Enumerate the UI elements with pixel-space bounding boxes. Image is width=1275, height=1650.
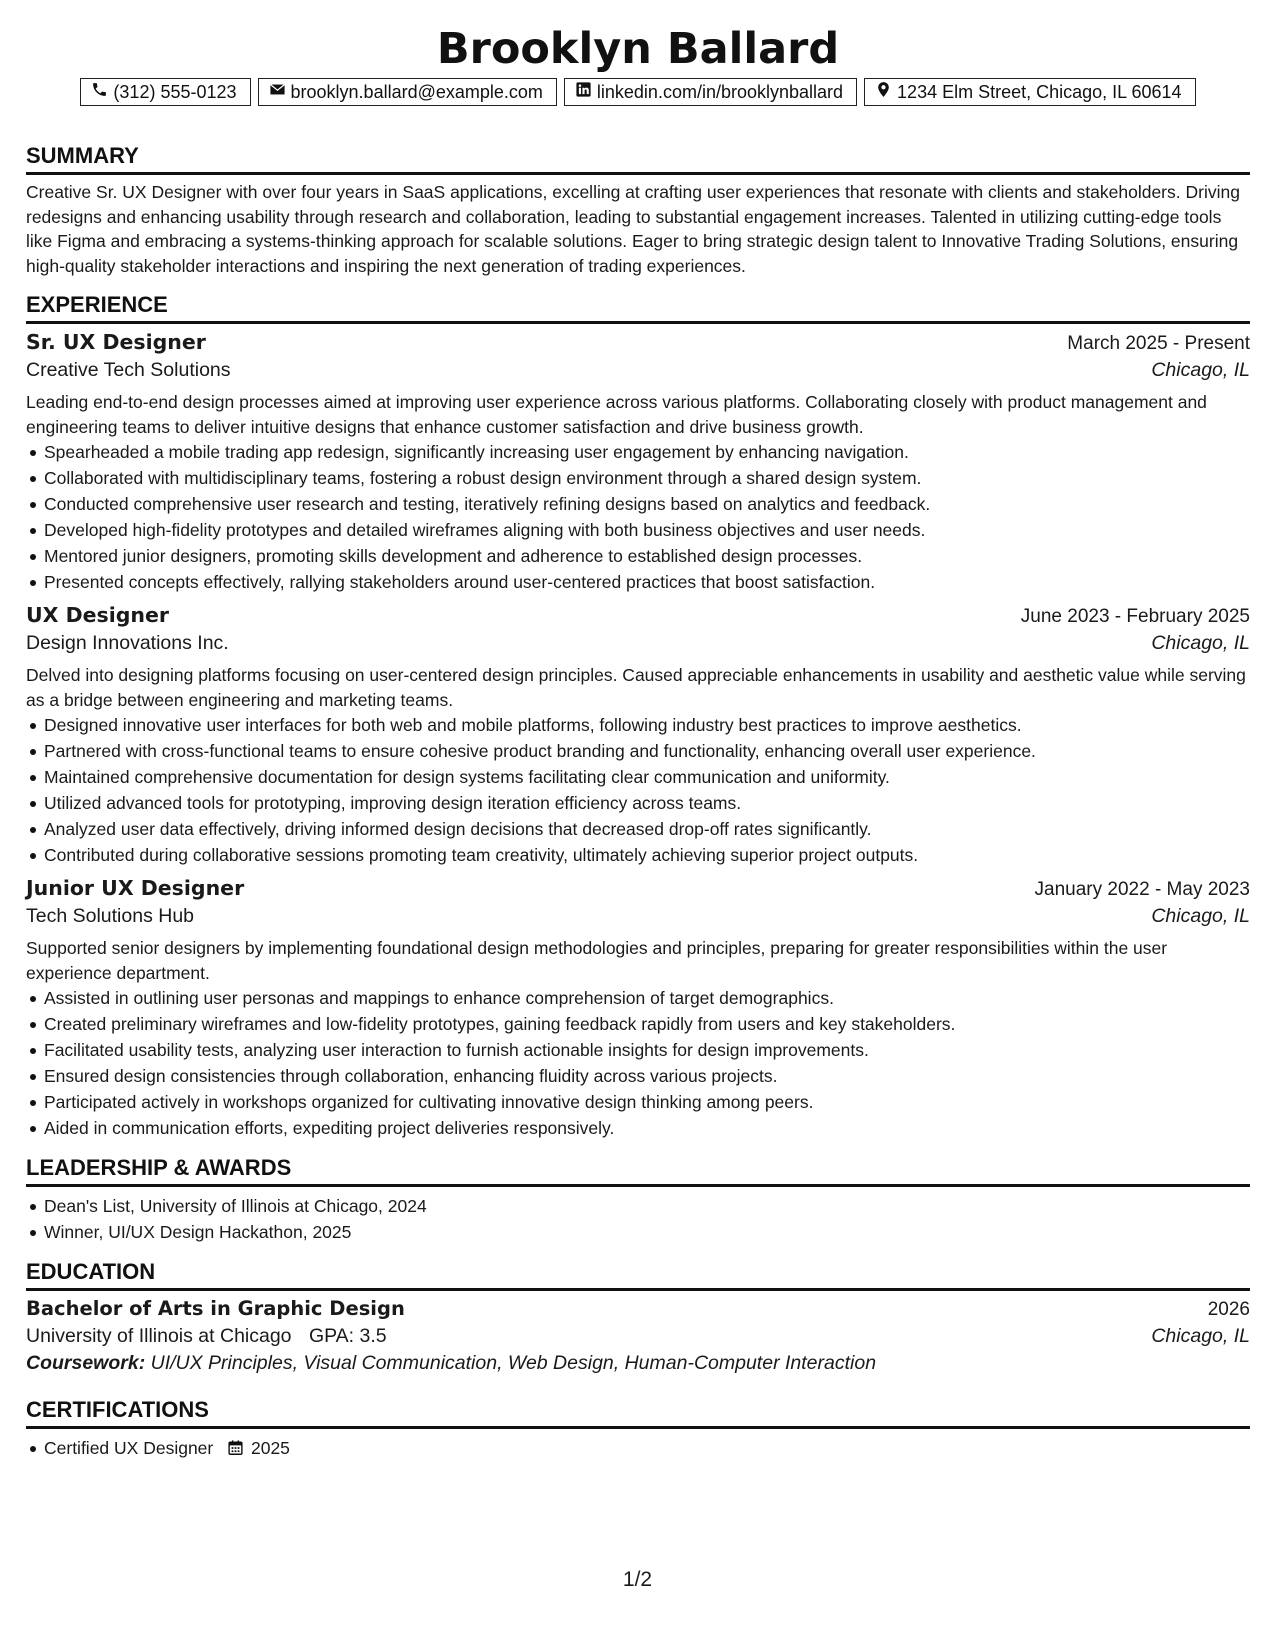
certification-name: Certified UX Designer [44,1438,214,1458]
list-item: Analyzed user data effectively, driving informed design decisions that decreased drop-off rates significantly. [44,816,1250,842]
education-section [26,1259,1250,1375]
contact-phone[interactable] [80,78,250,106]
experience-section [26,292,1250,1141]
job-bullets [26,439,1250,595]
school-name: University of Illinois at Chicago [26,1325,292,1347]
linkedin-text: linkedin.com/in/brooklynballard [596,81,844,102]
job-description: Supported senior designers by implementing foundational design methodologies and principles, preparing for greater responsibilities within the user experience department. [26,938,1168,983]
list-item: Ensured design consistencies through collaboration, enhancing fluidity across various projects. [44,1063,1250,1089]
coursework-list: UI/UX Principles, Visual Communication, Web Design, Human-Computer Interaction [150,1352,877,1374]
list-item [44,1435,1250,1463]
section-title-experience: EXPERIENCE [26,292,1250,324]
job-entry [26,876,1250,1141]
job-title: UX Designer [26,603,170,627]
job-bullets [26,712,1250,868]
list-item: Utilized advanced tools for prototyping, improving design iteration efficiency across teams. [44,790,1250,816]
envelope-icon [269,81,286,103]
list-item: Spearheaded a mobile trading app redesign, significantly increasing user engagement by enhancing navigation. [44,439,1250,465]
job-dates: June 2023 - February 2025 [1020,606,1250,627]
job-entry [26,330,1250,595]
email-text: brooklyn.ballard@example.com [290,81,543,102]
list-item: Aided in communication efforts, expediting project deliveries responsively. [44,1115,1250,1141]
list-item: Presented concepts effectively, rallying stakeholders around user-centered practices that boost satisfaction. [44,569,1250,595]
job-description: Leading end-to-end design processes aimed at improving user experience across various platforms. Collaborating closely with product management and engineering teams to deliver intuitive designs that enhance customer satisfaction and drive business growth. [26,392,1207,437]
section-title-leadership: LEADERSHIP & AWARDS [26,1155,1250,1187]
address-text: 1234 Elm Street, Chicago, IL 60614 [897,81,1182,102]
page-number: 1/2 [622,1568,653,1591]
job-title: Junior UX Designer [26,876,245,900]
resume-page [26,0,1250,1463]
linkedin-icon [575,81,592,103]
coursework [26,1352,1250,1375]
job-company: Creative Tech Solutions [26,359,231,381]
awards-list [26,1193,1250,1245]
section-title-certifications: CERTIFICATIONS [26,1397,1250,1429]
map-pin-icon [875,81,892,103]
job-dates: March 2025 - Present [1067,333,1250,354]
contact-bar [26,78,1250,106]
job-entry [26,603,1250,868]
summary-section [26,143,1250,278]
contact-linkedin[interactable] [564,78,857,106]
list-item: Contributed during collaborative sessions promoting team creativity, ultimately achieving superior project outputs. [44,842,1250,868]
job-bullets [26,985,1250,1141]
section-title-education: EDUCATION [26,1259,1250,1291]
job-location: Chicago, IL [1151,632,1250,654]
list-item: Participated actively in workshops organized for cultivating innovative design thinking among peers. [44,1089,1250,1115]
phone-text: (312) 555-0123 [113,81,237,102]
list-item: Collaborated with multidisciplinary teams, fostering a robust design environment through a shared design system. [44,465,1250,491]
list-item: Winner, UI/UX Design Hackathon, 2025 [44,1219,1250,1245]
list-item: Created preliminary wireframes and low-fidelity prototypes, gaining feedback rapidly from users and key stakeholders. [44,1011,1250,1037]
job-company: Design Innovations Inc. [26,632,229,654]
list-item: Dean's List, University of Illinois at Chicago, 2024 [44,1193,1250,1219]
section-title-summary: SUMMARY [26,143,1250,175]
gpa: GPA: 3.5 [308,1325,387,1347]
list-item: Maintained comprehensive documentation for design systems facilitating clear communication and uniformity. [44,764,1250,790]
contact-address[interactable] [864,78,1196,106]
leadership-section [26,1155,1250,1245]
summary-text: Creative Sr. UX Designer with over four years in SaaS applications, excelling at crafting user experiences that resonate with clients and stakeholders. Driving redesigns and enhancing usability through research and collaboration, leading to substantial engagement increases. Talented in utilizing cutting-edge tools like Figma and embracing a systems-thinking approach for scalable solutions. Eager to bring strategic design talent to Innovative Trading Solutions, ensuring high-quality stakeholder interactions and inspiring the next generation of trading experiences. [26,182,1240,276]
school-location: Chicago, IL [1151,1325,1250,1347]
certification-year: 2025 [250,1438,290,1458]
job-location: Chicago, IL [1151,905,1250,927]
job-description: Delved into designing platforms focusing on user-centered design principles. Caused appreciable enhancements in usability and aesthetic value while serving as a bridge between engineering and marketing teams. [26,665,1246,710]
list-item: Conducted comprehensive user research and testing, iteratively refining designs based on analytics and feedback. [44,491,1250,517]
certifications-list [26,1435,1250,1463]
calendar-icon [227,1437,244,1463]
job-dates: January 2022 - May 2023 [1034,879,1250,900]
certifications-section [26,1397,1250,1463]
contact-email[interactable] [258,78,557,106]
list-item: Designed innovative user interfaces for both web and mobile platforms, following industry best practices to improve aesthetics. [44,712,1250,738]
job-title: Sr. UX Designer [26,330,206,354]
coursework-label: Coursework: [26,1352,146,1374]
job-location: Chicago, IL [1151,359,1250,381]
list-item: Mentored junior designers, promoting skills development and adherence to established design processes. [44,543,1250,569]
phone-icon [91,81,108,103]
degree-title: Bachelor of Arts in Graphic Design [26,1297,405,1320]
candidate-name: Brooklyn Ballard [436,24,840,74]
list-item: Partnered with cross-functional teams to ensure cohesive product branding and functionality, enhancing overall user experience. [44,738,1250,764]
list-item: Facilitated usability tests, analyzing user interaction to furnish actionable insights for design improvements. [44,1037,1250,1063]
list-item: Developed high-fidelity prototypes and detailed wireframes aligning with both business objectives and user needs. [44,517,1250,543]
graduation-year: 2026 [1207,1299,1250,1320]
job-company: Tech Solutions Hub [26,905,195,927]
list-item: Assisted in outlining user personas and mappings to enhance comprehension of target demographics. [44,985,1250,1011]
